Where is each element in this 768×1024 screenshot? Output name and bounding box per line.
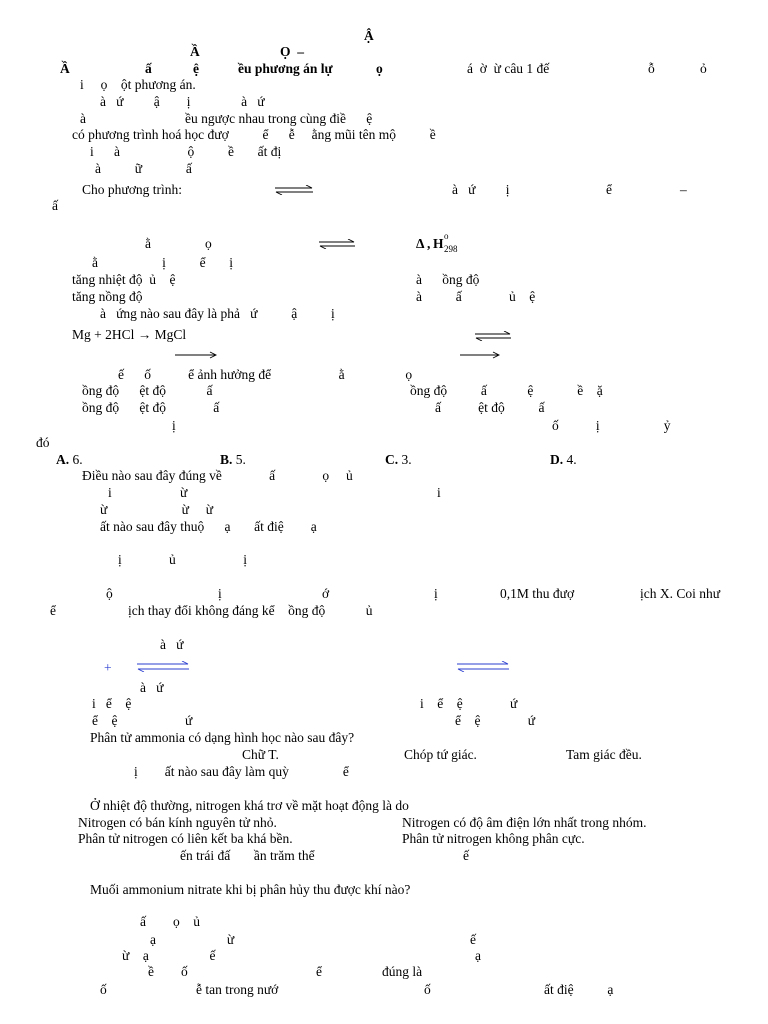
section-instruction-3: ỏ bbox=[700, 61, 707, 76]
q13-option-a: Nitrogen có bán kính nguyên tử nhỏ. bbox=[78, 815, 277, 830]
q1-text-4: i à ộ ề ất đị bbox=[90, 144, 282, 159]
q17-text-2: ể bbox=[316, 964, 322, 979]
q6-option-d: D. 4. bbox=[550, 452, 577, 467]
q1-text-2a: à bbox=[80, 111, 86, 126]
q10-option-1: i ể ệ bbox=[92, 696, 132, 711]
q3-text-3: ằ ị ể ị bbox=[92, 255, 233, 270]
q6-text-3: đó bbox=[36, 435, 50, 450]
q14-text-2: ế bbox=[463, 848, 469, 863]
q16-text-4: ừ ạ ế bbox=[122, 948, 216, 963]
q17-option-1: ố bbox=[100, 982, 107, 997]
section-instruction-2: ỗ bbox=[648, 61, 655, 76]
q5-option-1: ồng độ ệt độ ấ bbox=[82, 383, 213, 398]
q2-text-2: à ứ ị bbox=[452, 182, 510, 197]
q2-text-4: – bbox=[680, 182, 687, 197]
q7-option-1a: i bbox=[108, 485, 112, 500]
equilibrium-arrow-5 bbox=[456, 661, 510, 672]
q5-option-3: ồng độ ệt độ ấ bbox=[82, 400, 220, 415]
q13-option-d: Phân tử nitrogen không phân cực. bbox=[402, 831, 585, 846]
q17-option-3: ố bbox=[424, 982, 431, 997]
q14-text-1: ến trái đấ ần trăm thể bbox=[180, 848, 315, 863]
q7-option-2: i bbox=[437, 485, 441, 500]
q10-option-2: i ể ệ ứ bbox=[420, 696, 518, 711]
q9-text-5: 0,1M thu đượ bbox=[500, 586, 575, 601]
q9-text-4: ị bbox=[434, 586, 438, 601]
q9-text-3: ớ bbox=[322, 586, 330, 601]
section-instruction-4: i ọ ột phương án. bbox=[80, 77, 196, 92]
section-heading-3: ệ bbox=[193, 61, 199, 76]
q16-text-5: ạ bbox=[475, 948, 481, 963]
doc-subtitle-part1: Ầ bbox=[190, 44, 200, 59]
q5-text-1: ế ố ể ảnh hưởng để ằ ọ bbox=[118, 367, 413, 382]
q6-option-c: C. 3. bbox=[385, 452, 412, 467]
q3-option-3: tăng nồng độ bbox=[72, 289, 143, 304]
q13-option-c: Phân tử nitrogen có liên kết ba khá bền. bbox=[78, 831, 293, 846]
section-heading-1: Ầ bbox=[60, 61, 70, 76]
equilibrium-arrow-3 bbox=[474, 331, 512, 341]
q1-text-3: có phương trình hoá học đượ ể ễ ằng mũi tên mộ ề bbox=[72, 127, 436, 142]
reaction-arrow-1 bbox=[174, 351, 218, 359]
q5-option-4: ấ ệt độ ấ bbox=[435, 400, 545, 415]
section-heading-4: ều phương án lự bbox=[238, 61, 333, 76]
enthalpy-sub: 298 bbox=[444, 244, 458, 254]
q17-text-3: đúng là bbox=[382, 964, 423, 979]
q6-option-b: B. 5. bbox=[220, 452, 246, 467]
q11-option-c: Chóp tứ giác. bbox=[404, 747, 477, 762]
q8-options: ị ủ ị bbox=[118, 552, 248, 567]
q9-text-7: ể bbox=[50, 603, 56, 618]
q10-plus-sign: + bbox=[104, 660, 112, 675]
q10-option-4: ể ệ ứ bbox=[455, 713, 536, 728]
section-instruction-1: á ờ ừ câu 1 đế bbox=[467, 61, 550, 76]
enthalpy-comma: , bbox=[427, 236, 431, 251]
reaction-arrow-2 bbox=[459, 351, 501, 359]
q11-option-d: Tam giác đều. bbox=[566, 747, 642, 762]
q5-option-2: ồng độ ấ ệ ề ặ bbox=[410, 383, 603, 398]
q6-text-1: ị bbox=[172, 418, 176, 433]
equilibrium-arrow-2 bbox=[318, 239, 356, 249]
q10-text-2: à ứ bbox=[140, 680, 164, 695]
q11-text-1: Phân tử ammonia có dạng hình học nào sau đây? bbox=[90, 730, 355, 745]
q12-text-1: ị ất nào sau đây làm quỳ ể bbox=[134, 764, 349, 779]
q9-text-8: ịch thay đổi không đáng kể ồng độ ủ bbox=[128, 603, 373, 618]
q8-text-1: ất nào sau đây thuộ ạ ất điệ ạ bbox=[100, 519, 317, 534]
q10-option-3: ể ệ ứ bbox=[92, 713, 193, 728]
q3-option-2: à ồng độ bbox=[416, 272, 480, 287]
q3-option-4: à ấ ủ ệ bbox=[416, 289, 536, 304]
q17-text-1: ề ố bbox=[148, 964, 188, 979]
q9-text-1: ộ bbox=[106, 586, 113, 601]
q1-text-2b: ều ngược nhau trong cùng điề ệ bbox=[185, 111, 373, 126]
q3-option-1: tăng nhiệt độ ủ ệ bbox=[72, 272, 176, 287]
q1-text-5: à ữ ấ bbox=[95, 161, 192, 176]
q16-text-3: ế bbox=[470, 932, 476, 947]
enthalpy-sup: o bbox=[444, 231, 449, 241]
q9-text-6: ịch X. Coi như bbox=[640, 586, 721, 601]
section-heading-5: ọ bbox=[376, 61, 383, 76]
q9-text-2: ị bbox=[218, 586, 222, 601]
enthalpy-delta: Δ bbox=[416, 236, 425, 251]
q6-option-a: A. 6. bbox=[56, 452, 83, 467]
q4-text-1: à ứng nào sau đây là phả ứ ậ ị bbox=[100, 306, 335, 321]
q16-text-2: ạ ừ bbox=[150, 932, 235, 947]
q2-text-3: ể bbox=[606, 182, 612, 197]
q1-text-1: à ứ ậ ị à ứ bbox=[100, 94, 265, 109]
q10-text-1: à ứ bbox=[160, 637, 184, 652]
doc-title: Ậ bbox=[364, 28, 374, 43]
q15-text-1: Muối ammonium nitrate khi bị phân hủy thu được khí nào? bbox=[90, 882, 411, 897]
q3-text-2: ọ bbox=[205, 236, 212, 251]
enthalpy-h: H bbox=[433, 236, 444, 251]
equilibrium-arrow-1 bbox=[274, 185, 314, 195]
q16-text-1: ấ ọ ủ bbox=[140, 914, 200, 929]
section-heading-2: ấ bbox=[145, 61, 152, 76]
q7-option-1b: ừ bbox=[180, 485, 188, 500]
q6-text-2: ố ị ỷ bbox=[552, 418, 671, 433]
q13-option-b: Nitrogen có độ âm điện lớn nhất trong nhóm. bbox=[402, 815, 647, 830]
q7-option-3: ừ ừ ừ bbox=[100, 502, 214, 517]
q17-option-2: ễ tan trong nướ bbox=[196, 982, 279, 997]
q2-text-1: Cho phương trình: bbox=[82, 182, 182, 197]
q3-text-1: ằ bbox=[145, 236, 151, 251]
q2-text-5: ấ bbox=[52, 198, 58, 213]
q17-option-4: ất điệ ạ bbox=[544, 982, 614, 997]
q4-option-1: Mg + 2HCl → MgCl bbox=[72, 327, 187, 342]
q13-text-1: Ở nhiệt độ thường, nitrogen khá trơ về mặt hoạt động là do bbox=[90, 798, 409, 813]
equilibrium-arrow-4 bbox=[136, 661, 190, 672]
doc-subtitle-part2: Ọ – bbox=[280, 44, 305, 59]
q11-option-b: Chữ T. bbox=[242, 747, 279, 762]
q7-text-1: Điều nào sau đây đúng về ấ ọ ủ bbox=[82, 468, 353, 483]
